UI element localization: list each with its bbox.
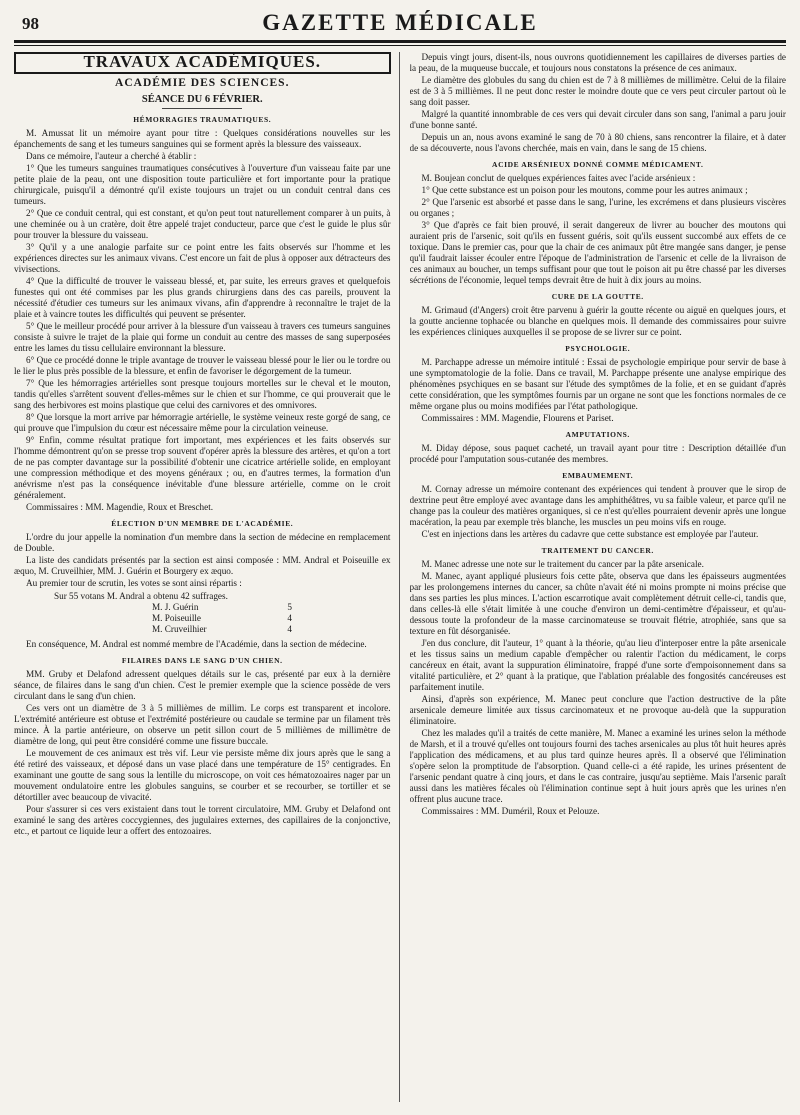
vote-name: M. J. Guérin [152, 602, 199, 612]
publication-title: GAZETTE MÉDICALE [262, 10, 538, 35]
paragraph: Depuis vingt jours, disent-ils, nous ouvrons quotidiennement les capillaires de diverses parties de la peau, de la muqueuse buccale, et toujours nous constatons la présence de ces animaux. [409, 52, 786, 73]
academy-heading: ACADÉMIE DES SCIENCES. [115, 77, 290, 89]
paragraph: Chez les malades qu'il a traités de cette manière, M. Manec a examiné les urines selon la méthode de Marsh, et il a trouvé qu'elles ont toujours fourni des taches arsenicales au plus tôt huit heures après l'application des médicamens, et au plus tard quinze heures après. Il a observé que l'élimination s'opère selon la promptitude de l'absorption. Quand celle-ci a été rapide, les urines présentent de l'arsenic pendant quatre à cinq jours, et dans le cas contraire, jusqu'au septième. Mais l'arsenic paraît aussi dans les matières fécales où l'élimination continue sept à huit jours après que les urines n'en offrent plus aucune trace. [409, 728, 786, 804]
article-heading-cancer: TRAITEMENT DU CANCER. [541, 546, 654, 555]
commissioners: Commissaires : MM. Duméril, Roux et Pelouze. [421, 806, 600, 816]
paragraph: Ces vers ont un diamètre de 3 à 5 millièmes de millim. Le corps est transparent et incolore. L'extrémité antérieure est obtuse et l'extrémité postérieure ou caudale se termine par un filament très mince. À la partie antérieure, on observe un petit sillon court de 5 millièmes de millimètre de diamètre de long, qui peut être considéré comme une fissure buccale. [14, 703, 391, 746]
header-rule-thin [14, 45, 786, 46]
right-column [410, 52, 787, 1102]
paragraph: Au premier tour de scrutin, les votes se sont ainsi répartis : [26, 578, 242, 588]
vote-row [152, 624, 391, 635]
article-heading-arsenic: ACIDE ARSÉNIEUX DONNÉ COMME MÉDICAMENT. [492, 160, 704, 169]
page-number: 98 [22, 14, 39, 33]
section-title: TRAVAUX ACADÉMIQUES. [83, 52, 322, 71]
vote-count: 4 [287, 613, 292, 623]
paragraph: 1° Que les tumeurs sanguines traumatiques consécutives à l'ouverture d'un vaisseau faite par une petite plaie de la peau, ont une disposition toute particulière et fort importante pour la pratique chirurgicale, puisqu'il a démontré qu'il existe toujours un trajet ou un conduit central dans ces tumeurs. [14, 163, 391, 206]
section-title-box [14, 52, 391, 74]
paragraph: Malgré la quantité innombrable de ces vers qui devait circuler dans son sang, l'animal a paru jouir d'une bonne santé. [409, 109, 786, 130]
paragraph: MM. Gruby et Delafond adressent quelques détails sur le cas, présenté par eux à la dernière séance, de filaires dans le sang d'un chien. C'est le premier exemple que la science possède de vers circulant dans le sang d'un chien. [14, 669, 391, 701]
paragraph: 7° Que les hémorragies artérielles sont presque toujours mortelles sur le cheval et le mouton, tandis qu'elles s'arrêtent souvent d'elles-mêmes sur le chien et sur l'homme, ce qui prouverait que le sang des herbivores est moins plastique que celui des carnivores et des omnivores. [14, 378, 391, 410]
paragraph: Le mouvement de ces animaux est très vif. Leur vie persiste même dix jours après que le sang a été retiré des vaisseaux, et déposé dans un vase placé dans une température de 15° centigrades. En examinant une goutte de sang sous la lentille du microscope, on voit ces hématozoaires nager par un mouvement ondulatoire entre les globules sanguins, se courber et se recourber, se tortiller et se détortiller avec beaucoup de vivacité. [14, 748, 391, 802]
paragraph: M. Grimaud (d'Angers) croit être parvenu à guérir la goutte récente ou aiguë en quelques jours, et la goutte ancienne tophacée ou blanche en quelques mois. Il demande des commissaires pour suivre les expériences cliniques auxquelles il se propose de se livrer sur ce point. [409, 305, 786, 337]
paragraph: 3° Qu'il y a une analogie parfaite sur ce point entre les faits observés sur l'homme et les expériences directes sur les animaux vivans. C'est encore un fait de plus à opposer aux détracteurs des vivisections. [14, 242, 391, 274]
paragraph: En conséquence, M. Andral est nommé membre de l'Académie, dans la section de médecine. [26, 639, 367, 649]
commissioners: Commissaires : MM. Magendie, Roux et Breschet. [26, 502, 214, 512]
paragraph: 6° Que ce procédé donne le triple avantage de trouver le vaisseau blessé pour le lier ou le tordre ou le lier le plus près possible de la blessure, et enfin de favoriser le dégorgement de la tumeur. [14, 355, 391, 376]
paragraph: C'est en injections dans les artères du cadavre que cette substance est employée par l'auteur. [421, 529, 759, 539]
paragraph: La liste des candidats présentés par la section est ainsi composée : MM. Andral et Poiseuille ex æquo, M. Cruveilhier, MM. J. Guérin et Bourgery ex æquo. [14, 555, 391, 576]
commissioners: Commissaires : MM. Magendie, Flourens et Pariset. [421, 413, 614, 423]
paragraph: M. Manec adresse une note sur le traitement du cancer par la pâte arsenicale. [421, 559, 704, 569]
vote-suffix: suffrages. [192, 591, 228, 601]
paragraph: M. Parchappe adresse un mémoire intitulé : Essai de psychologie empirique pour servir de base à une symptomatologie de la folie. Dans ce travail, M. Parchappe présente une analyse empirique des phénomènes psychiques en se basant sur l'étude des symptômes de la folie, et en se guidant d'après cette considération, que les symptômes fournis par un organe ne sont que les fonctions normales de ce même organe plus ou moins modifiées par l'état pathologique. [409, 357, 786, 411]
left-column [14, 52, 400, 1102]
paragraph: M. Diday dépose, sous paquet cacheté, un travail ayant pour titre : Description détaillée d'un procédé pour l'amputation sous-cutanée des membres. [409, 443, 786, 464]
vote-name: M. Poiseuille [152, 613, 202, 623]
columns [14, 52, 786, 1102]
divider [162, 108, 242, 109]
paragraph: Le diamètre des globules du sang du chien est de 7 à 8 millièmes de millimètre. Celui de la filaire est de 3 à 5 millièmes. Il ne peut donc rester le moindre doute que ce vers peut circuler partout où le sang doit passer. [409, 75, 786, 107]
paragraph: Pour s'assurer si ces vers existaient dans tout le torrent circulatoire, MM. Gruby et Delafond ont examiné le sang des artères coccygiennes, des jugulaires externes, des capillaires de la conjonctive, etc., et partout ce liquide leur a offert des entozoaires. [14, 804, 391, 836]
vote-results [54, 591, 391, 635]
vote-row-andral [54, 591, 391, 602]
article-heading-embalming: EMBAUMEMENT. [562, 471, 634, 480]
vote-row [152, 613, 391, 624]
article-heading-psychology: PSYCHOLOGIE. [565, 344, 631, 353]
paragraph: M. Amussat lit un mémoire ayant pour titre : Quelques considérations nouvelles sur les épanchements de sang et les tumeurs sanguines qui se forment après la blessure des vaisseaux. [14, 128, 391, 149]
paragraph: 3° Que d'après ce fait bien prouvé, il serait dangereux de livrer au boucher des moutons qui auraient pris de l'arsenic, soit qu'ils en fussent guéris, soit qu'ils eussent succombé aux effets de ce toxique. Dans le premier cas, pour que la chair de ces animaux pût être mangée sans danger, je pense qu'il faudrait laisser écouler entre l'époque de l'administration de l'arsenic et celle de la livraison de ces animaux au boucher, un temps suffisant pour que tout le poison ait pu être chassé par les diverses sécrétions de l'économie, lequel temps devrait être de huit à dix jours au moins. [409, 220, 786, 285]
paragraph: 2° Que l'arsenic est absorbé et passe dans le sang, l'urine, les excrémens et dans plusieurs viscères ou organes ; [409, 197, 786, 218]
vote-name: M. Cruveilhier [152, 624, 207, 634]
vote-count: 4 [287, 624, 292, 634]
paragraph: 2° Que ce conduit central, qui est constant, et qu'on peut tout naturellement comparer à un puits, à une cheminée ou à un cratère, doit être appelé trajet conducteur, parce que c'est le guide le plus sûr pour trouver la blessure du vaisseau. [14, 208, 391, 240]
vote-intro: Sur 55 votans M. Andral a obtenu [54, 591, 179, 601]
header-rule-thick [14, 40, 786, 43]
paragraph: M. Manec, ayant appliqué plusieurs fois cette pâte, observa que dans les épaisseurs augmentées par les prolongemens internes du cancer, sa chûte n'avait été ni moins prompte ni moins précise que dans ses parties les plus minces. L'action escarrotique avait complètement détruit celle-ci, tandis que, dans celles-là elle s'était limitée à une couche d'environ un demi-centimètre d'épaisseur, et qu'au-dessous toute la profondeur de la masse carcinomateuse se trouvait flétrie, atrophiée, sans que sa texture en fût désorganisée. [409, 571, 786, 636]
paragraph: J'en dus conclure, dit l'auteur, 1° quant à la théorie, qu'au lieu d'interposer entre la pâte arsenicale et les tissus sains un medium capable d'empêcher ou ralentir l'action du médicament, le corps cancéreux en était, avant la suppuration éliminatoire, frappé d'une sorte d'empoisonnement dans sa vitalité particulière, et 2° quant à la pratique, que l'ablation préalable des fongosités cancéreuses est parfaitement inutile. [409, 638, 786, 692]
article-heading-election: ÉLECTION D'UN MEMBRE DE L'ACADÉMIE. [111, 519, 294, 528]
masthead [14, 8, 786, 38]
vote-count: 5 [287, 602, 292, 612]
paragraph: 8° Que lorsque la mort arrive par hémorragie artérielle, le système veineux reste gorgé de sang, ce qui prouve que l'impulsion du cœur est nécessaire même pour la circulation veineuse. [14, 412, 391, 433]
paragraph: 9° Enfin, comme résultat pratique fort important, mes expériences et les faits observés sur l'homme démontrent qu'on se presse trop souvent d'opérer après la blessure des artères, et qu'on a tort de ne pas compter davantage sur la possibilité d'obtenir une cicatrice artérielle solide, en employant une compression méthodique et des moyens généraux ; ou, en d'autres termes, la formation d'un anévrisme n'est pas la conséquence inévitable d'une blessure artérielle, comme on le croit généralement. [14, 435, 391, 500]
article-heading-filaria: FILAIRES DANS LE SANG D'UN CHIEN. [121, 656, 283, 665]
paragraph: Ainsi, d'après son expérience, M. Manec peut conclure que l'action destructive de la pâte arsenicale demeure limitée aux tissus carcinomateux et ne provoque au-delà que la suppuration éliminatoire. [409, 694, 786, 726]
article-heading-gout: CURE DE LA GOUTTE. [551, 292, 644, 301]
article-heading-hemorrhages: HÉMORRAGIES TRAUMATIQUES. [133, 115, 272, 124]
paragraph: 1° Que cette substance est un poison pour les moutons, comme pour les autres animaux ; [421, 185, 748, 195]
paragraph: Dans ce mémoire, l'auteur a cherché à établir : [26, 151, 197, 161]
paragraph: 5° Que le meilleur procédé pour arriver à la blessure d'un vaisseau à travers ces tumeurs sanguines consiste à suivre le trajet de la plaie qui forme un conduit au centre des masses de sang superposées entre les lames du tissu cellulaire environnant la blessure. [14, 321, 391, 353]
seance-date: SÉANCE DU 6 FÉVRIER. [141, 94, 263, 105]
vote-count: 42 [180, 591, 190, 601]
vote-row [152, 602, 391, 613]
paragraph: M. Boujean conclut de quelques expériences faites avec l'acide arsénieux : [421, 173, 696, 183]
paragraph: M. Cornay adresse un mémoire contenant des expériences qui tendent à prouver que le sirop de dextrine peut être employé avec avantage dans les amphithéâtres, vu sa faible valeur, et parce qu'il ne change pas la couleur des matières organiques, si ce n'est qu'elles pourraient devenir après une longue macération, la peau par exemple très blanche, les muscles un peu moins vifs en rouge. [409, 484, 786, 527]
paragraph: Depuis un an, nous avons examiné le sang de 70 à 80 chiens, sans rencontrer la filaire, et à dater de sa découverte, nous l'avons cherchée, mais en vain, dans le sang de 15 chiens. [409, 132, 786, 153]
paragraph: 4° Que la difficulté de trouver le vaisseau blessé, et, par suite, les erreurs graves et quelquefois funestes qui ont été commises par les plus grands chirurgiens dans des cas pareils, prouvent la nécessité d'étudier ces tumeurs sur les animaux vivans, afin d'apprendre à reconnaître le trajet de la plaie et à vaincre toutes les difficultés qui peuvent se présenter. [14, 276, 391, 319]
article-heading-amputations: AMPUTATIONS. [565, 430, 630, 439]
paragraph: L'ordre du jour appelle la nomination d'un membre dans la section de médecine en remplacement de Double. [14, 532, 391, 553]
